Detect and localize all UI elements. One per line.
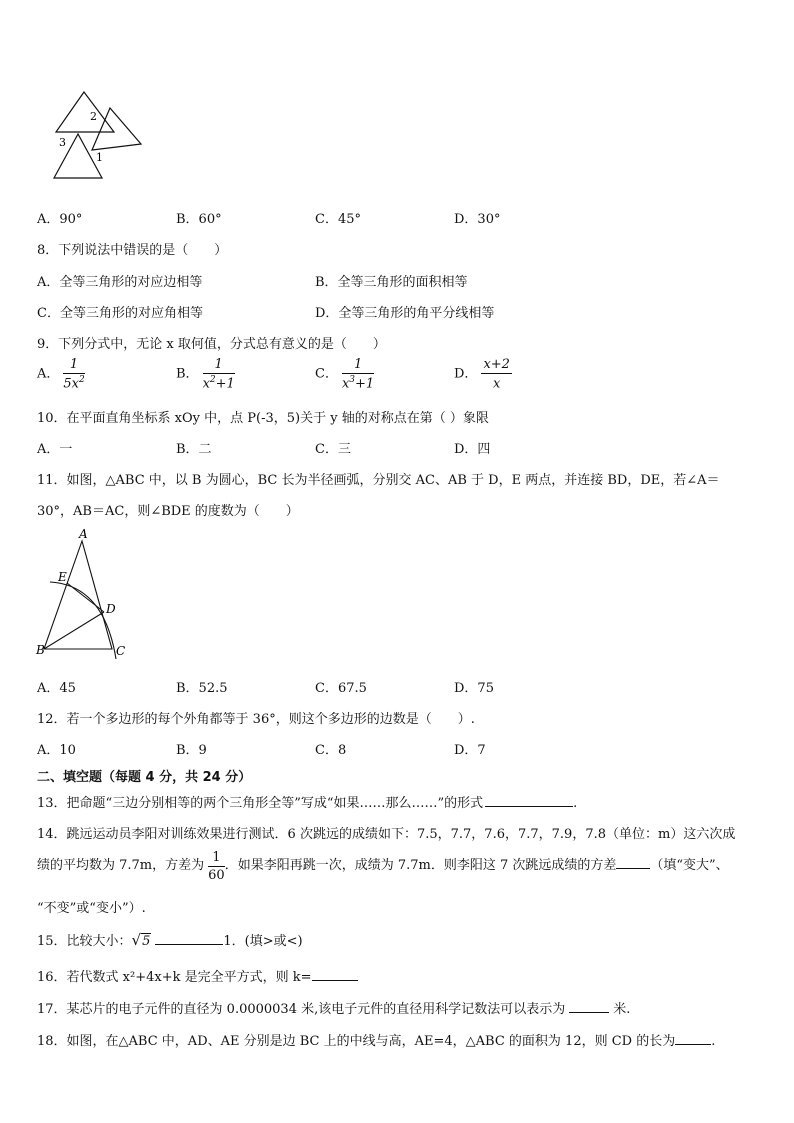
q8-option-d: D．全等三角形的角平分线相等 <box>315 306 495 321</box>
q7-option-a: A．90° <box>37 212 83 227</box>
q7-option-b: B．60° <box>176 212 222 227</box>
answer-blank[interactable] <box>312 968 358 981</box>
triangle-abc-figure <box>34 525 134 663</box>
numerator: 1 <box>203 357 235 374</box>
q14-text-b: ．如果李阳再跳一次，成绩为 7.7m．则李阳这 7 次跳远成绩的方差 <box>224 858 617 873</box>
q11-option-c: C．67.5 <box>315 681 367 696</box>
denominator: 60 <box>208 868 225 883</box>
q15-prefix: 15．比较大小： <box>37 934 132 949</box>
q12-option-d: D．7 <box>454 743 486 758</box>
angle-label-1: 1 <box>96 151 103 164</box>
q9-option-b <box>176 357 235 391</box>
vertex-label-a: A <box>79 527 88 541</box>
vertex-label-b: B <box>36 643 45 657</box>
q9-option-d-letter: D． <box>454 366 478 382</box>
q11-option-b: B．52.5 <box>176 681 228 696</box>
q16-text: 16．若代数式 x²+4x+k 是完全平方式，则 k= <box>37 970 312 985</box>
q10-option-b: B．二 <box>176 442 212 457</box>
answer-blank[interactable] <box>616 856 650 869</box>
angle-label-3: 3 <box>59 136 66 149</box>
q15-suffix: 1．(填>或<) <box>223 934 303 949</box>
answer-blank[interactable] <box>675 1032 711 1045</box>
q11-option-a: A．45 <box>37 681 76 696</box>
vertex-label-d: D <box>106 602 116 616</box>
numerator: 1 <box>342 357 374 374</box>
fraction <box>63 357 84 391</box>
q10-option-a: A．一 <box>37 442 73 457</box>
q10-option-d: D．四 <box>454 442 491 457</box>
q11-stem-line1: 11．如图，△ABC 中，以 B 为圆心，BC 长为半径画弧，分别交 AC、AB 于 D，E 两点，并连接 BD，DE，若∠A＝ <box>37 473 720 488</box>
q10-option-c: C．三 <box>315 442 351 457</box>
q16-line <box>37 966 358 985</box>
q14-line3: “不变”或“变小”）. <box>37 901 146 916</box>
sqrt-symbol: √ <box>131 931 142 949</box>
denominator: $x^3+1$ <box>341 375 375 392</box>
q18-text: 18．如图，在△ABC 中，AD、AE 分别是边 BC 上的中线与高，AE=4，△ABC 的面积为 12，则 CD 的长为 <box>37 1034 676 1049</box>
q18-line <box>37 1030 715 1049</box>
q8-stem: 8．下列说法中错误的是（ ） <box>37 243 228 258</box>
section-heading-fill-blank: 二、填空题（每题 4 分，共 24 分） <box>37 770 252 785</box>
q17-tail: 米. <box>613 1002 631 1017</box>
denominator: $5x^2$ <box>63 375 85 392</box>
numerator: 1 <box>208 850 225 867</box>
q11-option-d: D．75 <box>454 681 494 696</box>
answer-blank[interactable] <box>155 932 223 945</box>
denominator: $x^2+1$ <box>202 375 235 392</box>
q8-option-b: B．全等三角形的面积相等 <box>315 275 468 290</box>
fraction <box>203 357 235 391</box>
q7-option-d: D．30° <box>454 212 501 227</box>
q7-option-c: C．45° <box>315 212 361 227</box>
sqrt-radicand: 5 <box>142 934 151 949</box>
q10-stem: 10．在平面直角坐标系 xOy 中，点 P(-3，5)关于 y 轴的对称点在第（ ）象限 <box>37 411 489 426</box>
angle-label-2: 2 <box>90 110 97 123</box>
q12-option-a: A．10 <box>37 743 76 758</box>
q13-tail: . <box>573 796 578 811</box>
q14-text-a: 绩的平均数为 7.7m，方差为 <box>37 858 205 873</box>
q9-option-b-letter: B． <box>176 366 199 382</box>
q17-text: 17．某芯片的电子元件的直径为 0.0000034 米,该电子元件的直径用科学记数法可以表示为 <box>37 1002 566 1017</box>
q12-option-c: C．8 <box>315 743 347 758</box>
q14-text-c: （填“变大”、 <box>650 858 729 873</box>
vertex-label-e: E <box>58 570 67 584</box>
q17-line <box>37 998 630 1017</box>
three-triangles-figure <box>44 88 144 183</box>
q9-option-a <box>37 357 85 391</box>
numerator: 1 <box>63 357 84 374</box>
q13-text: 13．把命题“三边分别相等的两个三角形全等”写成“如果……那么……”的形式 <box>37 796 484 811</box>
fraction <box>481 357 512 391</box>
q13-line <box>37 792 577 811</box>
q9-option-c-letter: C． <box>315 366 338 382</box>
q15-line <box>37 930 303 949</box>
fraction <box>342 357 374 391</box>
answer-blank[interactable] <box>485 794 573 807</box>
answer-blank[interactable] <box>569 1000 609 1013</box>
q14-line2 <box>37 850 729 883</box>
q8-option-c: C．全等三角形的对应角相等 <box>37 306 203 321</box>
q9-option-d <box>454 357 512 391</box>
vertex-label-c: C <box>116 644 126 658</box>
q9-option-c <box>315 357 374 391</box>
variance-fraction <box>208 850 225 883</box>
q18-tail: . <box>711 1034 716 1049</box>
q8-option-a: A．全等三角形的对应边相等 <box>37 275 203 290</box>
q9-option-a-letter: A． <box>37 366 60 382</box>
q14-line1: 14．跳远运动员李阳对训练效果进行测试．6 次跳远的成绩如下：7.5，7.7，7.6，7.7，7.9，7.8（单位：m）这六次成 <box>37 827 736 842</box>
denominator: x <box>493 376 501 392</box>
numerator: x+2 <box>483 357 510 372</box>
q12-option-b: B．9 <box>176 743 207 758</box>
q11-stem-line2: 30°，AB＝AC，则∠BDE 的度数为（ ） <box>37 504 299 519</box>
q9-stem: 9．下列分式中，无论 x 取何值，分式总有意义的是（ ） <box>37 337 386 352</box>
q12-stem: 12．若一个多边形的每个外角都等于 36°，则这个多边形的边数是（ ）. <box>37 712 475 727</box>
